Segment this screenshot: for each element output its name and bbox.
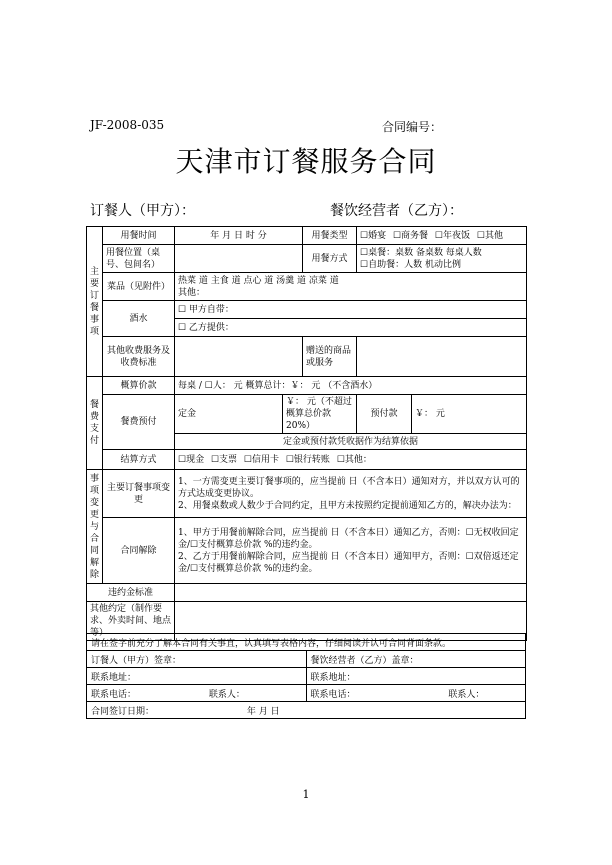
- type-option-business[interactable]: ☐商务餐: [392, 230, 429, 241]
- deposit-limit[interactable]: ￥： 元（不超过概算总价款 20%）: [283, 395, 357, 434]
- location-label: 用餐位置（桌号、包间名）: [103, 245, 175, 273]
- notice-text: 请在签字前充分了解本合同有关事宜，认真填写表格内容，仔细阅读并认可合同背面条款。: [87, 634, 526, 651]
- party-a-label: 订餐人（甲方）：: [90, 203, 195, 219]
- other-fees-value[interactable]: [175, 337, 303, 377]
- cancel-term-2: 2、乙方于用餐前解除合同，应当提前 日（不含本日）通知甲方，否则：☐双倍返还定金/☐支付概算总价款 %的违约金。: [178, 551, 519, 574]
- drinks-vendor-provided[interactable]: ☐ 乙方提供：: [175, 319, 527, 337]
- party-b-address[interactable]: 联系地址：: [306, 668, 526, 685]
- estimate-value[interactable]: 每桌 / ☐人： 元 概算总计：￥： 元 （不含酒水）: [175, 377, 527, 395]
- party-b-seal[interactable]: 餐饮经营者（乙方）盖章：: [306, 651, 526, 668]
- dining-method-options[interactable]: [357, 245, 527, 273]
- change-terms[interactable]: [175, 470, 527, 518]
- page-title: 天津市订餐服务合同: [175, 145, 437, 178]
- menu-course-counts[interactable]: 热菜 道 主食 道 点心 道 汤羹 道 凉菜 道: [178, 275, 339, 286]
- meal-time-label: 用餐时间: [103, 227, 175, 245]
- method-table-option[interactable]: ☐桌餐：桌数 备桌数 每桌人数: [360, 247, 482, 258]
- menu-other[interactable]: 其他：: [178, 287, 206, 298]
- contract-table: [86, 226, 527, 641]
- settle-check[interactable]: ☐支票: [210, 454, 238, 465]
- deposit-note: 定金或预付款凭收据作为结算依据: [175, 434, 527, 450]
- settlement-label: 结算方式: [103, 450, 175, 470]
- other-fees-label: 其他收费服务及收费标准: [103, 337, 175, 377]
- drinks-label: 酒水: [103, 301, 175, 337]
- cancellation-terms[interactable]: [175, 518, 527, 584]
- party-b-contact[interactable]: [306, 685, 526, 702]
- gift-value[interactable]: [357, 337, 527, 377]
- section-change-label: 事项变更与合同解除: [87, 470, 103, 584]
- section-main-items-label: 主要订餐事项: [87, 227, 103, 377]
- estimate-label: 概算价款: [103, 377, 175, 395]
- form-code: JF-2008-035: [90, 118, 165, 132]
- menu-value[interactable]: [175, 273, 527, 301]
- party-a-signature[interactable]: 订餐人（甲方）签章：: [87, 651, 307, 668]
- settle-other[interactable]: ☐其他：: [336, 454, 372, 465]
- settlement-options[interactable]: [175, 450, 527, 470]
- prepayment-label: 餐费预付: [103, 395, 175, 450]
- page-number: 1: [302, 788, 310, 801]
- signing-date[interactable]: [87, 702, 526, 719]
- deposit-amount[interactable]: 定金: [175, 395, 283, 434]
- advance-payment-label: 预付款: [357, 395, 412, 434]
- signature-table: [86, 633, 526, 719]
- section-payment-label: 餐费支付: [87, 377, 103, 470]
- drinks-self-provided[interactable]: ☐ 甲方自带：: [175, 301, 527, 319]
- advance-payment-value[interactable]: ￥： 元: [412, 395, 527, 434]
- contract-number-label: 合同编号：: [382, 120, 443, 134]
- party-a-contact[interactable]: [87, 685, 307, 702]
- menu-label: 菜品（见附件）: [103, 273, 175, 301]
- type-option-other[interactable]: ☐其他: [476, 230, 503, 241]
- gift-label: 赠送的商品或服务: [303, 337, 357, 377]
- meal-type-label: 用餐类型: [303, 227, 357, 245]
- method-buffet-option[interactable]: ☐自助餐：人数 机动比例: [360, 259, 461, 270]
- party-b-phone[interactable]: 联系电话：: [310, 689, 356, 700]
- signing-date-value[interactable]: 年 月 日: [246, 706, 280, 717]
- type-option-newyear[interactable]: ☐年夜饭: [434, 230, 470, 241]
- cancellation-label: 合同解除: [103, 518, 175, 584]
- settle-bank-transfer[interactable]: ☐银行转账: [285, 454, 330, 465]
- dining-method-label: 用餐方式: [303, 245, 357, 273]
- change-term-2: 2、用餐桌数或人数少于合同约定，且甲方未按照约定提前通知乙方的，解决办法为：: [178, 500, 517, 511]
- type-option-wedding[interactable]: ☐婚宴: [360, 230, 387, 241]
- party-a-address[interactable]: 联系地址：: [87, 668, 307, 685]
- penalty-value[interactable]: [175, 584, 527, 602]
- meal-type-options[interactable]: [357, 227, 527, 245]
- other-agreement-label: 其他约定（制作要求、外卖时间、地点等）: [87, 602, 175, 641]
- penalty-label: 违约金标准: [87, 584, 175, 602]
- settle-credit-card[interactable]: ☐信用卡: [243, 454, 279, 465]
- signing-date-label: 合同签订日期：: [91, 706, 155, 717]
- party-b-contact-person[interactable]: 联系人：: [448, 689, 485, 700]
- settle-cash[interactable]: ☐现金: [178, 454, 205, 465]
- party-a-contact-person[interactable]: 联系人：: [208, 689, 245, 700]
- location-value[interactable]: [175, 245, 303, 273]
- change-term-1: 1、一方需变更主要订餐事项的，应当提前 日（不含本日）通知对方，并以双方认可的方式达成变更协议。: [178, 476, 520, 499]
- party-a-phone[interactable]: 联系电话：: [91, 689, 137, 700]
- meal-time-value[interactable]: 年 月 日 时 分: [175, 227, 303, 245]
- party-b-label: 餐饮经营者（乙方）：: [330, 203, 463, 219]
- cancel-term-1: 1、甲方于用餐前解除合同，应当提前 日（不含本日）通知乙方，否则：☐无权收回定金/☐支付概算总价款 %的违约金。: [178, 527, 519, 550]
- change-label: 主要订餐事项变更: [103, 470, 175, 518]
